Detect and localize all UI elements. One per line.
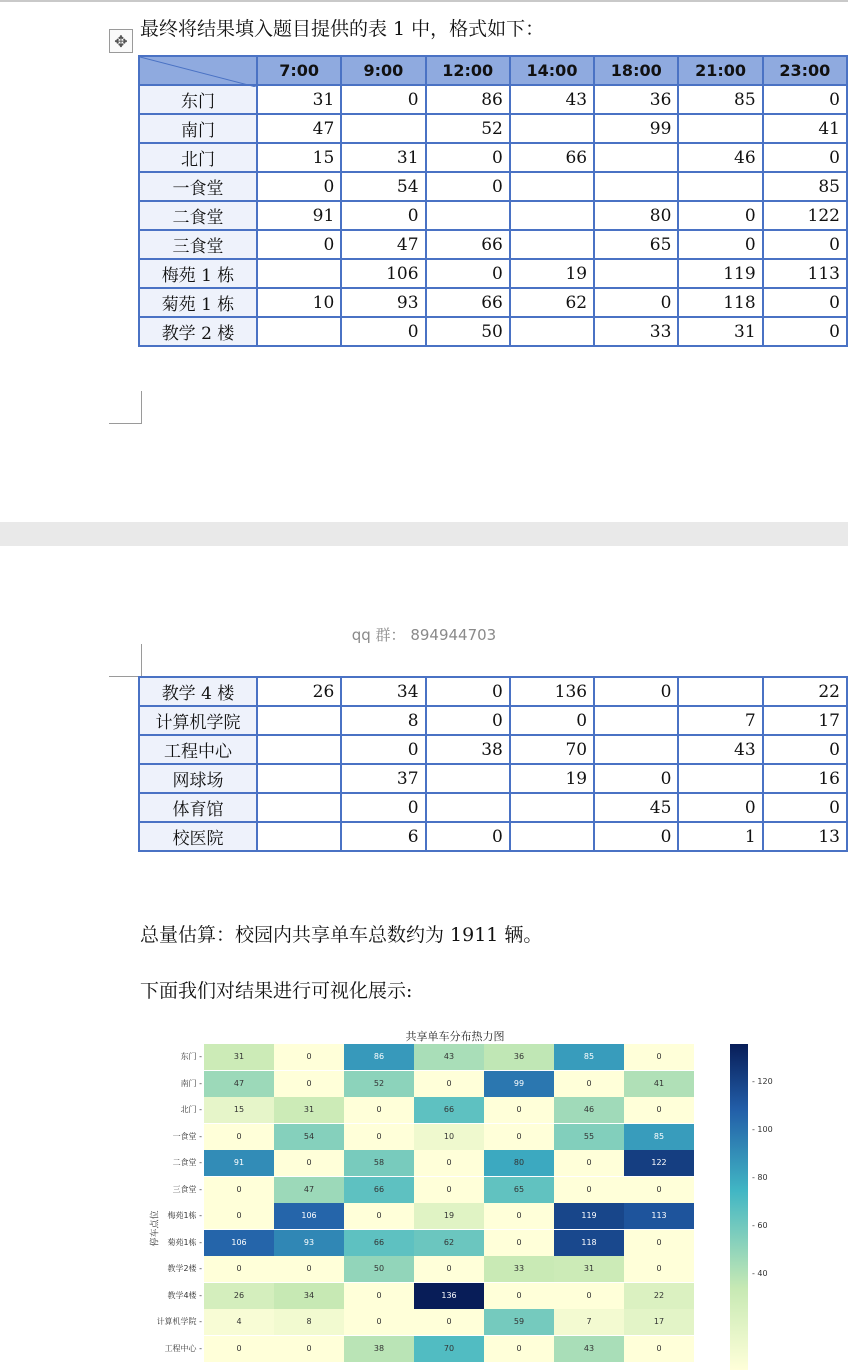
heatmap-cell: 0 xyxy=(484,1283,554,1309)
heatmap-chart xyxy=(140,1022,780,1370)
heatmap-cell: 80 xyxy=(484,1150,554,1176)
table-cell: 22 xyxy=(763,677,847,706)
heatmap-cell: 0 xyxy=(414,1309,484,1335)
table-cell xyxy=(257,793,341,822)
table-row xyxy=(139,85,847,114)
table-header-time: 7:00 xyxy=(257,56,341,85)
heatmap-cell: 65 xyxy=(484,1177,554,1203)
table-cell xyxy=(257,317,341,346)
table-header-time: 21:00 xyxy=(678,56,762,85)
table-cell: 0 xyxy=(763,230,847,259)
heatmap-cell: 17 xyxy=(624,1309,694,1335)
table-cell: 47 xyxy=(257,114,341,143)
table-cell: 0 xyxy=(341,201,425,230)
heatmap-row-label: 教学4楼 - xyxy=(167,1290,202,1300)
heatmap-cell: 0 xyxy=(554,1150,624,1176)
heatmap-colorbar xyxy=(730,1044,748,1370)
table-header-row xyxy=(139,56,847,85)
heatmap-cell: 58 xyxy=(344,1150,414,1176)
table-cell xyxy=(426,201,510,230)
table-cell: 113 xyxy=(763,259,847,288)
table-cell: 0 xyxy=(426,259,510,288)
document-page-1 xyxy=(0,0,848,522)
table-cell: 0 xyxy=(426,172,510,201)
table-cell: 0 xyxy=(341,317,425,346)
heatmap-cell: 26 xyxy=(204,1283,274,1309)
table-cell: 65 xyxy=(594,230,678,259)
table-header-time: 9:00 xyxy=(341,56,425,85)
heatmap-row-label: 工程中心 - xyxy=(164,1343,202,1353)
heatmap-cell: 113 xyxy=(624,1203,694,1229)
heatmap-cell: 0 xyxy=(274,1071,344,1097)
heatmap-row-label: 二食堂 - xyxy=(172,1158,202,1167)
table-header-time: 14:00 xyxy=(510,56,594,85)
table-row-name: 网球场 xyxy=(139,764,257,793)
table-cell xyxy=(510,822,594,851)
table-cell: 6 xyxy=(341,822,425,851)
table-cell: 66 xyxy=(510,143,594,172)
table-cell: 0 xyxy=(763,288,847,317)
table-row-name: 教学 4 楼 xyxy=(139,677,257,706)
heatmap-cell: 0 xyxy=(624,1256,694,1282)
qq-group-watermark: qq 群： 894944703 xyxy=(351,626,497,644)
heatmap-cell: 10 xyxy=(414,1124,484,1150)
total-estimate-paragraph: 总量估算：校园内共享单车总数约为 1911 辆。 xyxy=(140,924,543,946)
table-cell xyxy=(257,735,341,764)
table-cell: 0 xyxy=(341,85,425,114)
heatmap-cell: 52 xyxy=(344,1071,414,1097)
heatmap-cell: 0 xyxy=(484,1336,554,1362)
heatmap-cell: 93 xyxy=(274,1230,344,1256)
table-row xyxy=(139,172,847,201)
table-row-name: 三食堂 xyxy=(139,230,257,259)
heatmap-cell: 43 xyxy=(414,1044,484,1070)
table-cell xyxy=(594,735,678,764)
heatmap-cell: 66 xyxy=(414,1097,484,1123)
chart-title: 共享单车分布热力图 xyxy=(405,1030,505,1043)
table-cell: 66 xyxy=(426,288,510,317)
table-cell: 0 xyxy=(594,677,678,706)
heatmap-row-label: 梅苑1栋 - xyxy=(167,1211,202,1220)
table-row xyxy=(139,735,847,764)
heatmap-cell: 22 xyxy=(624,1283,694,1309)
heatmap-cell: 0 xyxy=(414,1177,484,1203)
table-cell: 38 xyxy=(426,735,510,764)
table-cell xyxy=(594,259,678,288)
table-row xyxy=(139,143,847,172)
table-cell: 31 xyxy=(341,143,425,172)
chart-y-axis-label: 停车点位 xyxy=(150,1210,161,1247)
heatmap-cell: 0 xyxy=(484,1230,554,1256)
table-cell xyxy=(510,172,594,201)
table-cell: 26 xyxy=(257,677,341,706)
table-cell xyxy=(510,317,594,346)
heatmap-cell: 106 xyxy=(204,1230,274,1256)
table-cell: 93 xyxy=(341,288,425,317)
heatmap-cell: 0 xyxy=(274,1256,344,1282)
heatmap-cell: 62 xyxy=(414,1230,484,1256)
heatmap-cell: 31 xyxy=(274,1097,344,1123)
table-header-time: 12:00 xyxy=(426,56,510,85)
heatmap-cell: 0 xyxy=(414,1071,484,1097)
heatmap-cell: 15 xyxy=(204,1097,274,1123)
table-cell: 119 xyxy=(678,259,762,288)
table-cell: 80 xyxy=(594,201,678,230)
table-cell: 0 xyxy=(426,143,510,172)
table-cell xyxy=(678,677,762,706)
table-cell xyxy=(257,259,341,288)
table-cell xyxy=(257,764,341,793)
table-cell xyxy=(426,764,510,793)
table-cell xyxy=(678,172,762,201)
table-cell: 54 xyxy=(341,172,425,201)
table-cell: 8 xyxy=(341,706,425,735)
heatmap-cell: 86 xyxy=(344,1044,414,1070)
heatmap-cell: 46 xyxy=(554,1097,624,1123)
table-cell: 86 xyxy=(426,85,510,114)
table-row-name: 一食堂 xyxy=(139,172,257,201)
heatmap-row-label: 计算机学院 - xyxy=(156,1317,202,1326)
visualization-intro-paragraph: 下面我们对结果进行可视化展示: xyxy=(140,980,413,1002)
heatmap-cell: 0 xyxy=(344,1203,414,1229)
heatmap-cell: 7 xyxy=(554,1309,624,1335)
heatmap-cell: 66 xyxy=(344,1177,414,1203)
colorbar-tick-label: - 100 xyxy=(752,1125,773,1135)
table-cell xyxy=(594,706,678,735)
table-row xyxy=(139,706,847,735)
table-header-time: 18:00 xyxy=(594,56,678,85)
page-margin-mark xyxy=(109,644,142,677)
heatmap-cell: 0 xyxy=(344,1097,414,1123)
table-cell: 17 xyxy=(763,706,847,735)
heatmap-cell: 0 xyxy=(554,1177,624,1203)
table-cell xyxy=(426,793,510,822)
heatmap-cell: 0 xyxy=(344,1124,414,1150)
heatmap-cell: 85 xyxy=(554,1044,624,1070)
table-cell: 0 xyxy=(678,230,762,259)
heatmap-cell: 0 xyxy=(554,1071,624,1097)
table-cell: 52 xyxy=(426,114,510,143)
heatmap-cell: 34 xyxy=(274,1283,344,1309)
table-cell: 85 xyxy=(763,172,847,201)
heatmap-cell: 0 xyxy=(624,1044,694,1070)
table-cell: 13 xyxy=(763,822,847,851)
heatmap-cell: 85 xyxy=(624,1124,694,1150)
heatmap-cell: 0 xyxy=(204,1336,274,1362)
heatmap-cell: 0 xyxy=(484,1097,554,1123)
table-cell: 85 xyxy=(678,85,762,114)
heatmap-row-label: 北门 - xyxy=(180,1105,202,1114)
table-cell: 31 xyxy=(257,85,341,114)
table-cell xyxy=(257,822,341,851)
table-cell: 0 xyxy=(678,793,762,822)
table-cell: 62 xyxy=(510,288,594,317)
table-cell xyxy=(510,201,594,230)
heatmap-cell: 33 xyxy=(484,1256,554,1282)
heatmap-cell: 38 xyxy=(344,1336,414,1362)
table-cell xyxy=(678,114,762,143)
table-row-name: 菊苑 1 栋 xyxy=(139,288,257,317)
heatmap-cell: 31 xyxy=(554,1256,624,1282)
table-cell: 0 xyxy=(594,764,678,793)
heatmap-cell: 0 xyxy=(624,1336,694,1362)
heatmap-cell: 118 xyxy=(554,1230,624,1256)
heatmap-cell: 66 xyxy=(344,1230,414,1256)
heatmap-row-label: 一食堂 - xyxy=(172,1131,202,1141)
table-row-name: 北门 xyxy=(139,143,257,172)
heatmap-cell: 0 xyxy=(624,1097,694,1123)
table-header-time: 23:00 xyxy=(763,56,847,85)
table-row-name: 南门 xyxy=(139,114,257,143)
heatmap-cell: 0 xyxy=(484,1203,554,1229)
heatmap-row-label: 南门 - xyxy=(180,1078,202,1088)
table-cell: 33 xyxy=(594,317,678,346)
page-margin-mark xyxy=(109,391,142,424)
table-move-handle-icon[interactable]: ✥ xyxy=(109,29,133,53)
table-cell: 1 xyxy=(678,822,762,851)
table-cell: 19 xyxy=(510,764,594,793)
heatmap-cell: 47 xyxy=(204,1071,274,1097)
table-cell: 0 xyxy=(426,706,510,735)
table-row xyxy=(139,114,847,143)
table-row xyxy=(139,317,847,346)
heatmap-cell: 4 xyxy=(204,1309,274,1335)
heatmap-cell: 0 xyxy=(624,1230,694,1256)
table-row-name: 计算机学院 xyxy=(139,706,257,735)
table-cell: 41 xyxy=(763,114,847,143)
table-cell: 0 xyxy=(510,706,594,735)
table-cell xyxy=(510,114,594,143)
heatmap-cell: 19 xyxy=(414,1203,484,1229)
heatmap-cell: 0 xyxy=(414,1256,484,1282)
table-cell: 36 xyxy=(594,85,678,114)
table-cell xyxy=(510,793,594,822)
table-cell: 43 xyxy=(510,85,594,114)
heatmap-cell: 136 xyxy=(414,1283,484,1309)
table-row xyxy=(139,230,847,259)
heatmap-row-label: 三食堂 - xyxy=(172,1184,202,1194)
table-cell: 0 xyxy=(341,793,425,822)
heatmap-cell: 50 xyxy=(344,1256,414,1282)
heatmap-cell: 0 xyxy=(274,1150,344,1176)
table-cell: 118 xyxy=(678,288,762,317)
table-cell xyxy=(257,706,341,735)
table-cell: 91 xyxy=(257,201,341,230)
heatmap-cell: 31 xyxy=(204,1044,274,1070)
heatmap-cell: 43 xyxy=(554,1336,624,1362)
heatmap-cell: 0 xyxy=(204,1203,274,1229)
table-row-name: 工程中心 xyxy=(139,735,257,764)
table-cell: 45 xyxy=(594,793,678,822)
table-row-name: 东门 xyxy=(139,85,257,114)
heatmap-cell: 99 xyxy=(484,1071,554,1097)
heatmap-cell: 0 xyxy=(344,1309,414,1335)
heatmap-cell: 0 xyxy=(554,1283,624,1309)
heatmap-cell: 8 xyxy=(274,1309,344,1335)
heatmap-cell: 55 xyxy=(554,1124,624,1150)
table-cell: 0 xyxy=(763,143,847,172)
table-row xyxy=(139,764,847,793)
table-cell: 0 xyxy=(678,201,762,230)
heatmap-cell: 0 xyxy=(624,1177,694,1203)
heatmap-cell: 36 xyxy=(484,1044,554,1070)
heatmap-cell: 0 xyxy=(274,1044,344,1070)
heatmap-cell: 122 xyxy=(624,1150,694,1176)
table-cell: 47 xyxy=(341,230,425,259)
table-row xyxy=(139,201,847,230)
table-cell xyxy=(594,172,678,201)
heatmap-cell: 91 xyxy=(204,1150,274,1176)
table-cell xyxy=(510,230,594,259)
heatmap-cell: 54 xyxy=(274,1124,344,1150)
document-page-2 xyxy=(0,546,848,1370)
table-cell: 37 xyxy=(341,764,425,793)
table-cell: 31 xyxy=(678,317,762,346)
heatmap-cell: 0 xyxy=(204,1177,274,1203)
table-row xyxy=(139,259,847,288)
table-row-name: 体育馆 xyxy=(139,793,257,822)
table-row-name: 校医院 xyxy=(139,822,257,851)
colorbar-tick-label: - 40 xyxy=(752,1269,768,1279)
table-cell: 10 xyxy=(257,288,341,317)
colorbar-tick-label: - 60 xyxy=(752,1221,768,1231)
colorbar-tick-label: - 120 xyxy=(752,1077,773,1087)
heatmap-cell: 47 xyxy=(274,1177,344,1203)
table-row-name: 教学 2 楼 xyxy=(139,317,257,346)
heatmap-cell: 119 xyxy=(554,1203,624,1229)
table-cell: 19 xyxy=(510,259,594,288)
table-cell: 0 xyxy=(426,677,510,706)
heatmap-cell: 0 xyxy=(204,1124,274,1150)
table-cell: 0 xyxy=(594,288,678,317)
table-cell: 7 xyxy=(678,706,762,735)
heatmap-row-label: 教学2楼 - xyxy=(167,1264,202,1273)
table-cell: 0 xyxy=(763,85,847,114)
heatmap-row-label: 菊苑1栋 - xyxy=(167,1237,202,1247)
heatmap-cell: 70 xyxy=(414,1336,484,1362)
heatmap-cell: 41 xyxy=(624,1071,694,1097)
table-cell: 0 xyxy=(257,230,341,259)
table-cell: 34 xyxy=(341,677,425,706)
table-cell xyxy=(341,114,425,143)
table-cell: 66 xyxy=(426,230,510,259)
table-row-name: 二食堂 xyxy=(139,201,257,230)
diagonal-line-icon xyxy=(140,57,256,87)
table-cell xyxy=(678,764,762,793)
table-cell: 70 xyxy=(510,735,594,764)
heatmap-row-label: 东门 - xyxy=(180,1052,202,1061)
table-cell: 136 xyxy=(510,677,594,706)
heatmap-cell: 106 xyxy=(274,1203,344,1229)
table-cell xyxy=(594,143,678,172)
colorbar-tick-label: - 80 xyxy=(752,1173,768,1183)
result-table-part2 xyxy=(138,676,848,852)
heatmap-cell: 0 xyxy=(414,1150,484,1176)
table-cell: 99 xyxy=(594,114,678,143)
table-row xyxy=(139,677,847,706)
heatmap-cell: 0 xyxy=(344,1283,414,1309)
table-cell: 15 xyxy=(257,143,341,172)
heatmap-cell: 59 xyxy=(484,1309,554,1335)
heatmap-cell: 0 xyxy=(484,1124,554,1150)
table-cell: 122 xyxy=(763,201,847,230)
table-cell: 43 xyxy=(678,735,762,764)
heatmap-cell: 0 xyxy=(204,1256,274,1282)
table-cell: 0 xyxy=(426,822,510,851)
table-cell: 0 xyxy=(257,172,341,201)
table-cell: 0 xyxy=(763,793,847,822)
table-cell: 106 xyxy=(341,259,425,288)
table-row-name: 梅苑 1 栋 xyxy=(139,259,257,288)
table-cell: 0 xyxy=(763,735,847,764)
table-cell: 0 xyxy=(763,317,847,346)
table-cell: 0 xyxy=(594,822,678,851)
table-corner-cell xyxy=(139,56,257,85)
table-row xyxy=(139,288,847,317)
heatmap-cell: 0 xyxy=(274,1336,344,1362)
result-table-part1 xyxy=(138,55,848,347)
table-cell: 16 xyxy=(763,764,847,793)
table-cell: 50 xyxy=(426,317,510,346)
table-cell: 0 xyxy=(341,735,425,764)
table-row xyxy=(139,793,847,822)
intro-paragraph: 最终将结果填入题目提供的表 1 中，格式如下： xyxy=(140,18,545,40)
table-row xyxy=(139,822,847,851)
table-cell: 46 xyxy=(678,143,762,172)
